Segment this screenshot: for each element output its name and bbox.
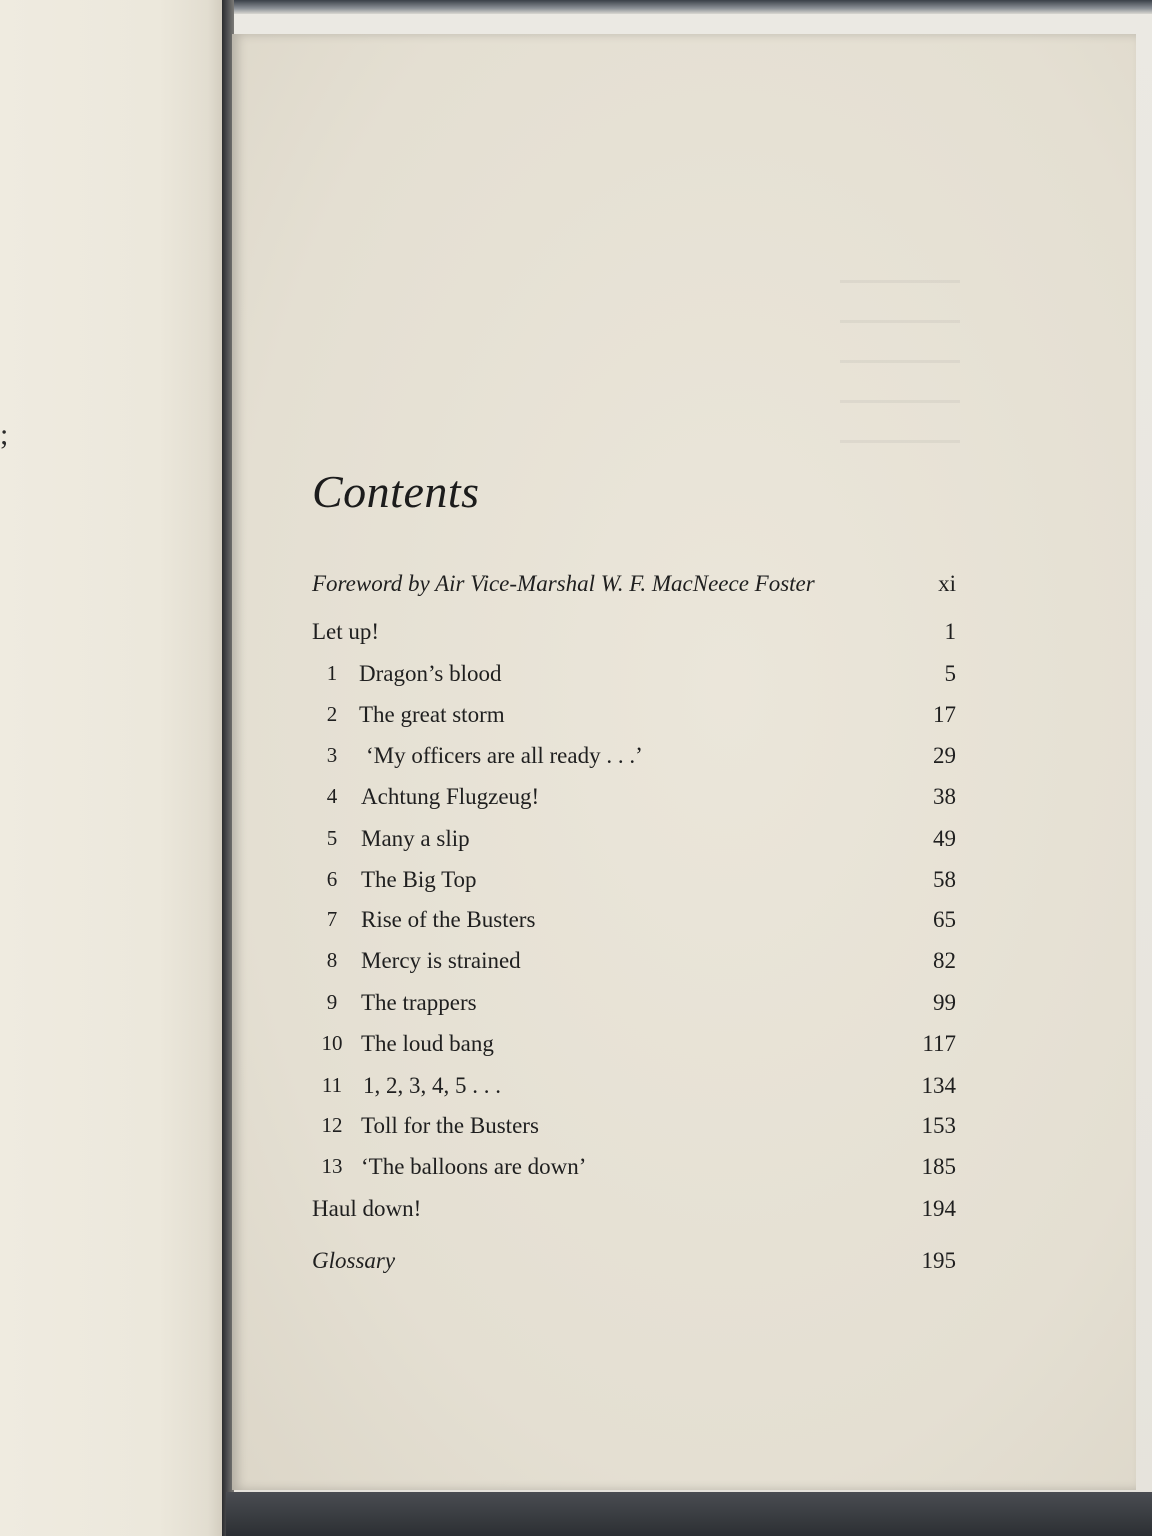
book-cover-edge bbox=[226, 1492, 1152, 1536]
toc-chapter-number: 13 bbox=[321, 1154, 343, 1178]
toc-entry-page: 5 bbox=[944, 661, 956, 686]
toc-chapter-row bbox=[312, 1073, 956, 1103]
toc-chapter-row bbox=[312, 1113, 956, 1143]
toc-chapter-row bbox=[312, 784, 956, 814]
toc-chapter-number: 5 bbox=[326, 826, 338, 850]
toc-chapter-number: 1 bbox=[326, 661, 338, 685]
toc-prologue bbox=[312, 619, 956, 649]
toc-chapter-row bbox=[312, 907, 956, 937]
contents-heading: Contents bbox=[312, 466, 480, 517]
toc-entry-title: The trappers bbox=[361, 990, 477, 1015]
toc-chapter-row bbox=[312, 990, 956, 1020]
toc-epilogue bbox=[312, 1196, 956, 1226]
toc-chapter-row bbox=[312, 867, 956, 897]
toc-entry-page: 65 bbox=[933, 907, 956, 932]
toc-chapter-number: 12 bbox=[321, 1113, 343, 1137]
toc-chapter-number: 8 bbox=[326, 948, 338, 972]
toc-entry-page: 185 bbox=[921, 1154, 956, 1179]
toc-entry-page: 134 bbox=[921, 1073, 956, 1098]
toc-entry-page: 194 bbox=[921, 1196, 956, 1221]
toc-entry-title: Dragon’s blood bbox=[359, 661, 502, 686]
toc-glossary bbox=[312, 1248, 956, 1278]
toc-entry-page: 99 bbox=[933, 990, 956, 1015]
toc-entry-page: 153 bbox=[921, 1113, 956, 1138]
show-through-text bbox=[840, 250, 960, 470]
toc-entry-title: The Big Top bbox=[361, 867, 477, 892]
toc-chapter-row bbox=[312, 826, 956, 856]
toc-entry-title: The loud bang bbox=[361, 1031, 494, 1056]
toc-chapter-row bbox=[312, 661, 956, 691]
toc-entry-title: Toll for the Busters bbox=[361, 1113, 539, 1138]
left-page bbox=[0, 0, 226, 1536]
toc-entry-title: Haul down! bbox=[312, 1196, 422, 1221]
toc-entry-title: Mercy is strained bbox=[361, 948, 521, 973]
toc-chapter-row bbox=[312, 743, 956, 773]
toc-chapter-number: 4 bbox=[326, 784, 338, 808]
toc-entry-title: Glossary bbox=[312, 1248, 396, 1273]
toc-entry-title: Let up! bbox=[312, 619, 380, 644]
toc-entry-title: ‘The balloons are down’ bbox=[361, 1154, 587, 1179]
toc-entry-title: ‘My officers are all ready . . .’ bbox=[366, 743, 643, 768]
book-top-edge bbox=[180, 0, 1152, 14]
toc-entry-page: 1 bbox=[944, 619, 956, 644]
toc-chapter-row bbox=[312, 948, 956, 978]
toc-entry-title: Many a slip bbox=[361, 826, 470, 851]
toc-entry-title: 1, 2, 3, 4, 5 . . . bbox=[363, 1073, 501, 1098]
toc-entry-page: 38 bbox=[933, 784, 956, 809]
toc-entry-page: 117 bbox=[922, 1031, 956, 1056]
toc-entry-title: Foreword by Air Vice-Marshal W. F. MacNeece Foster bbox=[312, 571, 815, 596]
toc-chapter-number: 10 bbox=[321, 1031, 343, 1055]
toc-entry-page: xi bbox=[938, 571, 956, 596]
toc-foreword bbox=[312, 571, 956, 601]
toc-entry-title: The great storm bbox=[359, 702, 505, 727]
toc-entry-page: 49 bbox=[933, 826, 956, 851]
toc-entry-title: Rise of the Busters bbox=[361, 907, 536, 932]
toc-chapter-number: 6 bbox=[326, 867, 338, 891]
toc-chapter-number: 2 bbox=[326, 702, 338, 726]
toc-entry-page: 17 bbox=[933, 702, 956, 727]
toc-entry-page: 58 bbox=[933, 867, 956, 892]
toc-chapter-number: 9 bbox=[326, 990, 338, 1014]
toc-chapter-row bbox=[312, 702, 956, 732]
toc-chapter-number: 7 bbox=[326, 907, 338, 931]
toc-entry-page: 82 bbox=[933, 948, 956, 973]
toc-chapter-number: 11 bbox=[321, 1073, 343, 1097]
toc-entry-page: 195 bbox=[921, 1248, 956, 1273]
toc-chapter-row bbox=[312, 1154, 956, 1184]
toc-entry-page: 29 bbox=[933, 743, 956, 768]
left-page-text-fragment: ; bbox=[0, 418, 9, 451]
toc-chapter-number: 3 bbox=[326, 743, 338, 767]
toc-entry-title: Achtung Flugzeug! bbox=[361, 784, 540, 809]
toc-chapter-row bbox=[312, 1031, 956, 1061]
